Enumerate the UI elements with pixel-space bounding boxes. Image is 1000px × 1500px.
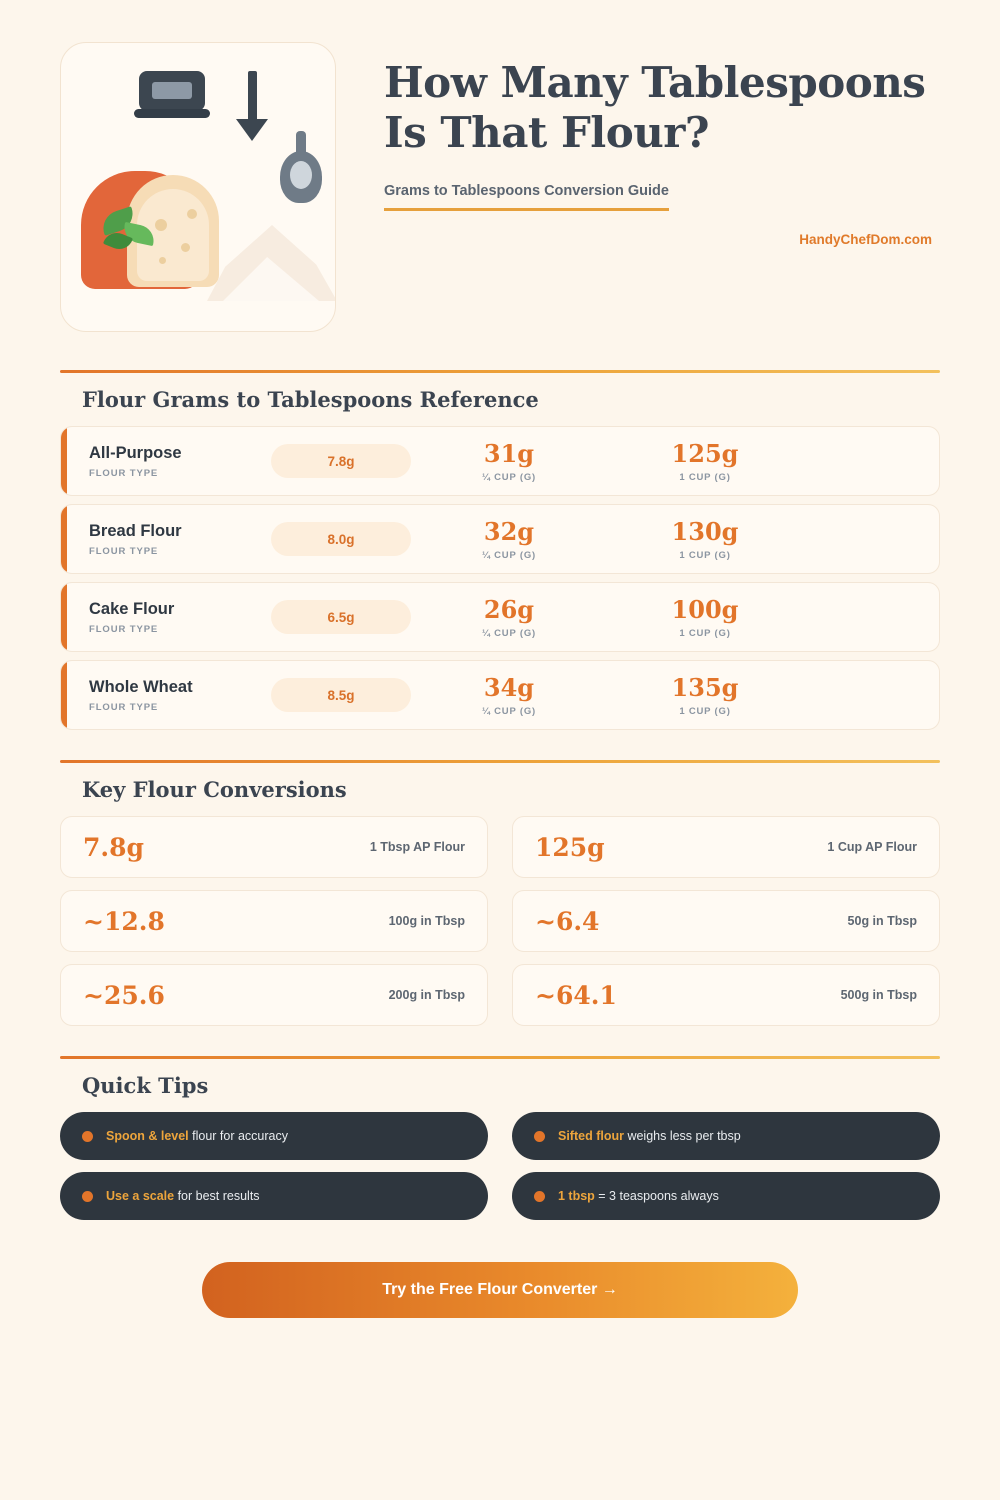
one-cup-label: 1 CUP (G)	[679, 472, 731, 483]
scale-base-icon	[134, 109, 210, 118]
conversion-label: 1 Tbsp AP Flour	[369, 840, 465, 854]
quarter-cup-value: 34g	[483, 673, 535, 702]
conversion-value: 7.8g	[83, 832, 144, 862]
list-item	[512, 1112, 940, 1160]
conversion-label: 200g in Tbsp	[388, 988, 465, 1002]
quick-tips-grid	[60, 1112, 940, 1220]
quarter-cup-label: ¼ CUP (G)	[481, 706, 536, 717]
conversion-value: ~25.6	[83, 980, 165, 1010]
quarter-cup-value: 32g	[483, 517, 535, 546]
table-row	[60, 582, 940, 652]
try-converter-button[interactable]: Try the Free Flour Converter →	[202, 1262, 798, 1318]
flour-type-label: FLOUR TYPE	[89, 701, 159, 713]
one-cup-cell	[607, 595, 803, 639]
list-item	[512, 890, 940, 952]
section-divider	[60, 1056, 940, 1059]
page-title: How Many Tablespoons Is That Flour?	[384, 58, 926, 157]
one-cup-value: 135g	[671, 673, 739, 702]
tip-strong: 1 tbsp	[558, 1189, 595, 1203]
one-cup-cell	[607, 439, 803, 483]
page-subtitle: Grams to Tablespoons Conversion Guide	[384, 183, 669, 211]
flour-type-label: FLOUR TYPE	[89, 545, 159, 557]
quarter-cup-cell	[411, 439, 607, 483]
tip-strong: Spoon & level	[106, 1129, 189, 1143]
tip-strong: Sifted flour	[558, 1129, 624, 1143]
per-tbsp-badge: 6.5g	[271, 600, 411, 634]
flour-type-cell	[61, 678, 271, 713]
quick-tips-title: Quick Tips	[82, 1073, 209, 1098]
list-item	[512, 816, 940, 878]
conversion-label: 50g in Tbsp	[847, 914, 917, 928]
bullet-dot-icon	[534, 1131, 545, 1142]
bread-hole-icon	[181, 243, 190, 252]
conversion-value: ~64.1	[535, 980, 617, 1010]
key-conversions-title: Key Flour Conversions	[82, 777, 347, 802]
one-cup-value: 125g	[671, 439, 739, 468]
bullet-dot-icon	[82, 1131, 93, 1142]
conversion-value: 125g	[535, 832, 605, 862]
key-conversions-grid	[60, 816, 940, 1026]
reference-section-title: Flour Grams to Tablespoons Reference	[82, 387, 539, 412]
flour-name: Bread Flour	[89, 521, 182, 540]
one-cup-label: 1 CUP (G)	[679, 550, 731, 561]
down-arrow-icon	[248, 71, 257, 123]
per-tbsp-badge: 8.5g	[271, 678, 411, 712]
section-divider	[60, 370, 940, 373]
conversion-value: ~6.4	[535, 906, 600, 936]
bread-hole-icon	[187, 209, 197, 219]
flour-name: All-Purpose	[89, 443, 182, 462]
quarter-cup-value: 26g	[483, 595, 535, 624]
tip-rest: for best results	[174, 1189, 260, 1203]
one-cup-label: 1 CUP (G)	[679, 706, 731, 717]
list-item	[60, 1172, 488, 1220]
section-divider	[60, 760, 940, 763]
one-cup-value: 130g	[671, 517, 739, 546]
bread-hole-icon	[155, 219, 167, 231]
scale-display-icon	[152, 82, 192, 99]
list-item	[60, 816, 488, 878]
flour-type-label: FLOUR TYPE	[89, 467, 159, 479]
list-item	[512, 1172, 940, 1220]
key-conversions-section	[60, 760, 940, 1026]
quarter-cup-cell	[411, 595, 607, 639]
per-tbsp-badge: 7.8g	[271, 444, 411, 478]
conversion-value: ~12.8	[83, 906, 165, 936]
flour-type-cell	[61, 522, 271, 557]
cta-container	[60, 1262, 940, 1318]
list-item	[60, 964, 488, 1026]
header-text	[384, 42, 940, 247]
hero-illustration-card	[60, 42, 336, 332]
quarter-cup-cell	[411, 517, 607, 561]
list-item	[512, 964, 940, 1026]
quarter-cup-label: ¼ CUP (G)	[481, 550, 536, 561]
list-item	[60, 890, 488, 952]
per-tbsp-badge: 8.0g	[271, 522, 411, 556]
bullet-dot-icon	[82, 1191, 93, 1202]
one-cup-cell	[607, 517, 803, 561]
bread-hole-icon	[159, 257, 166, 264]
flour-name: Whole Wheat	[89, 677, 193, 696]
table-row	[60, 504, 940, 574]
header	[60, 0, 940, 332]
tip-rest: weighs less per tbsp	[623, 1129, 741, 1143]
reference-section	[60, 370, 940, 730]
tip-rest: = 3 teaspoons always	[594, 1189, 719, 1203]
quarter-cup-cell	[411, 673, 607, 717]
flour-type-cell	[61, 444, 271, 479]
flour-type-label: FLOUR TYPE	[89, 623, 159, 635]
conversion-label: 1 Cup AP Flour	[827, 840, 917, 854]
list-item	[60, 1112, 488, 1160]
one-cup-value: 100g	[671, 595, 739, 624]
quarter-cup-value: 31g	[483, 439, 535, 468]
site-credit: HandyChefDom.com	[799, 232, 932, 248]
flour-name: Cake Flour	[89, 599, 175, 618]
down-arrow-head-icon	[236, 119, 268, 141]
quarter-cup-label: ¼ CUP (G)	[481, 472, 536, 483]
one-cup-label: 1 CUP (G)	[679, 628, 731, 639]
table-row	[60, 660, 940, 730]
flour-type-cell	[61, 600, 271, 635]
measuring-spoon-bowl-icon	[290, 161, 312, 189]
tip-rest: flour for accuracy	[188, 1129, 288, 1143]
conversion-label: 100g in Tbsp	[388, 914, 465, 928]
table-row	[60, 426, 940, 496]
quarter-cup-label: ¼ CUP (G)	[481, 628, 536, 639]
tip-strong: Use a scale	[106, 1189, 175, 1203]
bullet-dot-icon	[534, 1191, 545, 1202]
conversion-label: 500g in Tbsp	[840, 988, 917, 1002]
quick-tips-section	[60, 1056, 940, 1220]
one-cup-cell	[607, 673, 803, 717]
